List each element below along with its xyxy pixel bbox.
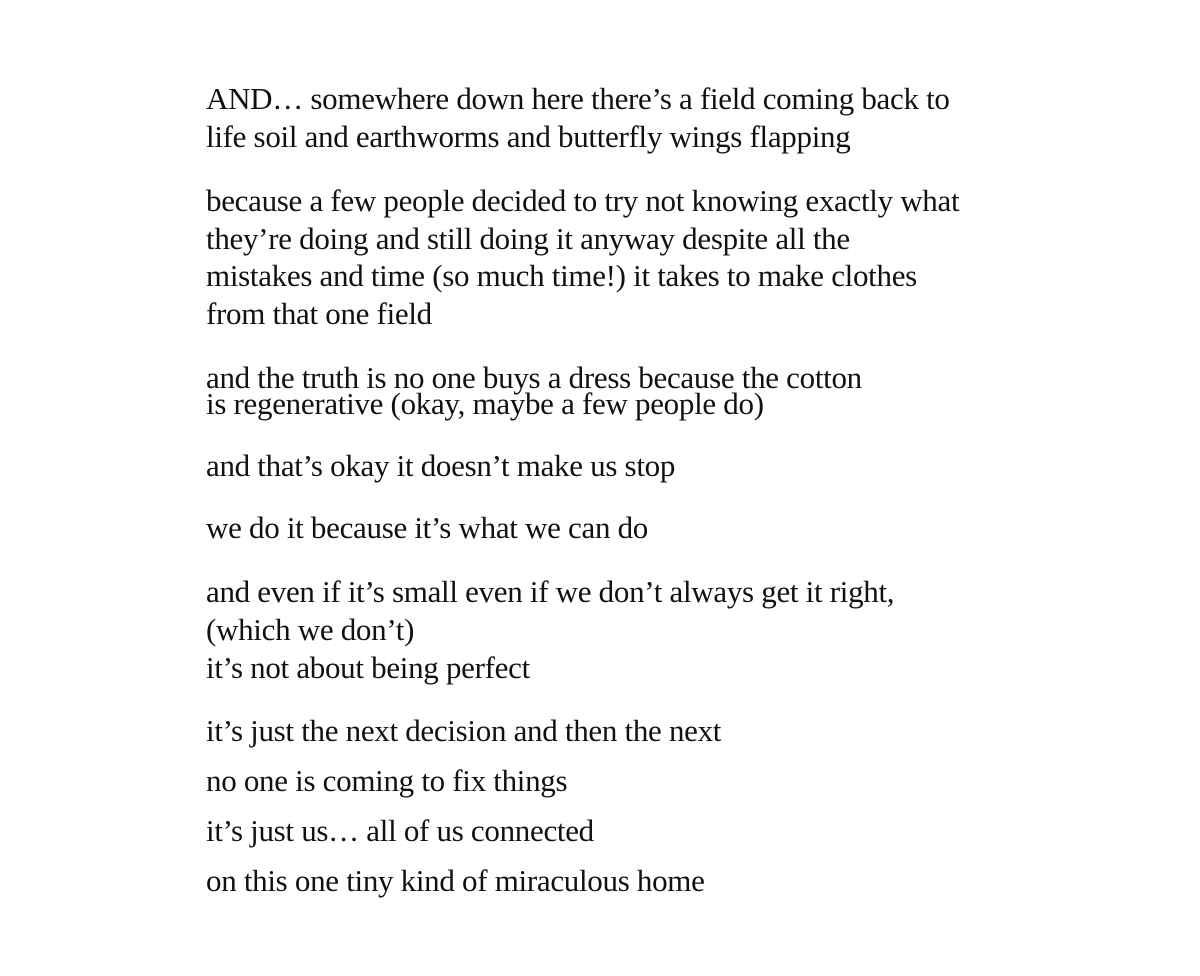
poem-line: mistakes and time (so much time!) it takes to make clothes	[206, 258, 917, 293]
poem-line: from that one field	[206, 296, 432, 331]
poem-line: and that’s okay it doesn’t make us stop	[206, 448, 676, 483]
poem-line: AND… somewhere down here there’s a field coming back to	[206, 81, 950, 116]
poem-line: and the truth is no one buys a dress because the cotton	[206, 360, 862, 395]
poem-line: because a few people decided to try not knowing exactly what	[206, 183, 960, 218]
poem-line: they’re doing and still doing it anyway despite all the	[206, 221, 850, 256]
poem-line: on this one tiny kind of miraculous home	[206, 863, 705, 898]
poem-line: (which we don’t)	[206, 612, 415, 647]
poem-line: life soil and earthworms and butterfly wings flapping	[206, 119, 851, 154]
poem-line: it’s not about being perfect	[206, 650, 530, 685]
poem-line: no one is coming to fix things	[206, 763, 568, 798]
poem-line: it’s just us… all of us connected	[206, 813, 594, 848]
poem-line: it’s just the next decision and then the next	[206, 713, 722, 748]
poem-line: and even if it’s small even if we don’t always get it right,	[206, 574, 895, 609]
poem-line: is regenerative (okay, maybe a few people do)	[206, 386, 764, 421]
poem-line: we do it because it’s what we can do	[206, 510, 649, 545]
